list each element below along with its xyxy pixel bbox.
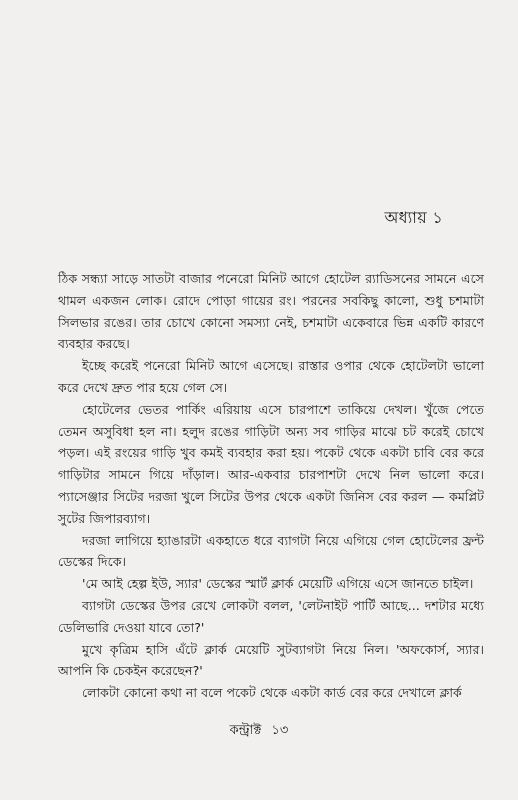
page-footer: [0, 721, 518, 742]
paragraph-5: 'মে আই হেল্প ইউ, স্যার' ডেস্কের স্মার্ট ক্লার্ক মেয়েটি এগিয়ে এসে জানতে চাইল।: [82, 576, 474, 592]
paragraph-4: দরজা লাগিয়ে হ্যাঙারটা একহাতে ধরে ব্যাগটা নিয়ে এগিয়ে গেল হোটেলের ফ্রন্ট ডেস্কের দিকে।: [58, 532, 484, 570]
paragraph-1: ঠিক সন্ধ্যা সাড়ে সাতটা বাজার পনেরো মিনিট আগে হোটেল র‍্যাডিসনের সামনে এসে থামল একজন লোক। রোদে পোড়া গায়ের রং। পরনের সবকিছু কালো, শুধু চশমাটা সিলভার রঙের। তার চোখে কোনো সমস্যা নেই, চশমাটা একেবারে ভিন্ন একটি কারণে ব্যবহার করছে।: [58, 271, 484, 352]
body-text: [58, 268, 484, 704]
paragraph-6: ব্যাগটা ডেস্কের উপর রেখে লোকটা বলল, 'লেটনাইট পার্টি আছে... দশটার মধ্যে ডেলিভারি দেওয়া যাবে তো?': [58, 597, 484, 635]
paragraph-3: হোটেলের ভেতর পার্কিং এরিয়ায় এসে চারপাশে তাকিয়ে দেখল। খুঁজে পেতে তেমন অসুবিধা হল না। হলুদ রঙের গাড়িটা অন্য সব গাড়ির মাঝে চট করেই চোখে পড়ল। এই রংয়ের গাড়ি খুব কমই ব্যবহার করা হয়। পকেট থেকে একটা চাবি বের করে গাড়িটার সামনে গিয়ে দাঁড়াল। আর-একবার চারপাশটা দেখে নিল ভালো করে। প্যাসেঞ্জার সিটের দরজা খুলে সিটের উপর থেকে একটা জিনিস বের করল — কমপ্লিট সুটের জিপারব্যাগ।: [58, 401, 484, 526]
running-book-title: কন্ট্রাক্ট: [229, 723, 262, 738]
page-number: ১৩: [271, 723, 289, 738]
paragraph-7: মুখে কৃত্রিম হাসি এঁটে ক্লার্ক মেয়েটি সুটব্যাগটা নিয়ে নিল। 'অফকোর্স, স্যার। আপনি কি চেকইন করেছেন?': [58, 641, 484, 679]
paragraph-8: লোকটা কোনো কথা না বলে পকেট থেকে একটা কার্ড বের করে দেখালে ক্লার্ক: [82, 685, 462, 701]
paragraph-2: ইচ্ছে করেই পনেরো মিনিট আগে এসেছে। রাস্তার ওপার থেকে হোটেলটা ভালো করে দেখে দ্রুত পার হয়ে গেল সে।: [58, 358, 484, 395]
chapter-heading: অধ্যায় ১: [384, 208, 443, 227]
